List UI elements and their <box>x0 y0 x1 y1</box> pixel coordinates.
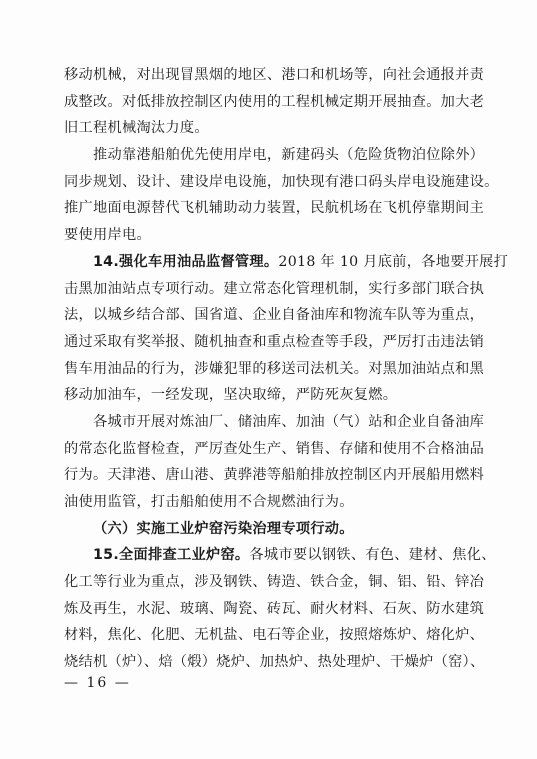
text-line <box>64 596 485 623</box>
clause-title: 14.强化车用油品监督管理。 <box>93 253 279 270</box>
line-text: 烧结机（炉）、焙（煅）烧炉、加热炉、热处理炉、干燥炉（窑）、 <box>64 654 485 671</box>
line-text: 各城市要以钢铁、有色、建材、焦化、 <box>249 547 496 564</box>
text-line <box>64 436 485 463</box>
line-text: 成整改。对低排放控制区内使用的工程机械定期开展抽查。加大老 <box>64 93 485 110</box>
text-line <box>64 195 485 222</box>
section-heading <box>64 516 476 543</box>
text-line <box>64 462 485 489</box>
text-line <box>64 649 485 676</box>
line-text: 化工等行业为重点，涉及钢铁、铸造、铁合金，铜、铝、铅、锌冶 <box>64 574 485 591</box>
line-text: 推广地面电源替代飞机辅助动力装置，民航机场在飞机停靠期间主 <box>64 200 485 217</box>
line-text: 法，以城乡结合部、国省道、企业自备油库和物流车队等为重点， <box>64 307 485 324</box>
line-text: 售车用油品的行为，涉嫌犯罪的移送司法机关。对黑加油站点和黑 <box>64 360 485 377</box>
text-line <box>64 89 485 116</box>
text-line <box>64 249 509 276</box>
text-line <box>64 569 485 596</box>
text-line <box>64 382 476 409</box>
text-line <box>64 489 476 516</box>
paragraph <box>64 409 485 516</box>
text-line <box>64 115 476 142</box>
paragraph <box>64 542 496 675</box>
line-text: 2018 年 10 月底前，各地要开展打 <box>278 253 509 270</box>
line-text: 移动加油车，一经发现，坚决取缔，严防死灰复燃。 <box>64 387 398 404</box>
line-text: 的常态化监督检查，严厉查处生产、销售、存储和使用不合格油品 <box>64 440 485 457</box>
line-text: 材料，焦化、化肥、无机盐、电石等企业，按照熔炼炉、熔化炉、 <box>64 627 485 644</box>
text-line <box>64 142 485 169</box>
text-line <box>64 62 485 89</box>
text-line <box>64 542 496 569</box>
paragraph <box>64 142 499 249</box>
text-line <box>64 302 485 329</box>
text-line <box>64 409 485 436</box>
line-text: 旧工程机械淘汰力度。 <box>64 120 209 137</box>
line-text: 同步规划、设计、建设岸电设施，加快现有港口码头岸电设施建设。 <box>64 173 499 190</box>
text-line <box>64 356 485 383</box>
paragraph <box>64 62 485 142</box>
page-number: — 16 — <box>64 675 131 691</box>
line-text: 油使用监管，打击船舶使用不合规燃油行为。 <box>64 494 354 510</box>
text-line <box>64 222 476 249</box>
text-line <box>64 329 485 356</box>
line-text: （六）实施工业炉窑污染治理专项行动。 <box>93 520 354 537</box>
line-text: 击黑加油站点专项行动。建立常态化管理机制，实行多部门联合执 <box>64 280 485 297</box>
document-body <box>64 62 509 676</box>
paragraph <box>64 249 509 409</box>
text-line <box>64 622 485 649</box>
line-text: 推动靠港船舶优先使用岸电，新建码头（危险货物泊位除外） <box>93 147 485 164</box>
line-text: 移动机械，对出现冒黑烟的地区、港口和机场等，向社会通报并责 <box>64 67 485 83</box>
line-text: 要使用岸电。 <box>64 227 151 244</box>
line-text: 各城市开展对炼油厂、储油库、加油（气）站和企业自备油库 <box>93 413 485 430</box>
text-line <box>64 169 499 196</box>
clause-title: 15.全面排查工业炉窑。 <box>93 547 250 564</box>
text-line <box>64 276 485 303</box>
text-line <box>64 516 476 543</box>
line-text: 行为。天津港、唐山港、黄骅港等船舶排放控制区内开展船用燃料 <box>64 467 485 484</box>
line-text: 炼及再生，水泥、玻璃、陶瓷、砖瓦、耐火材料、石灰、防水建筑 <box>64 600 485 617</box>
line-text: 通过采取有奖举报、随机抽查和重点检查等手段，严厉打击违法销 <box>64 333 485 350</box>
